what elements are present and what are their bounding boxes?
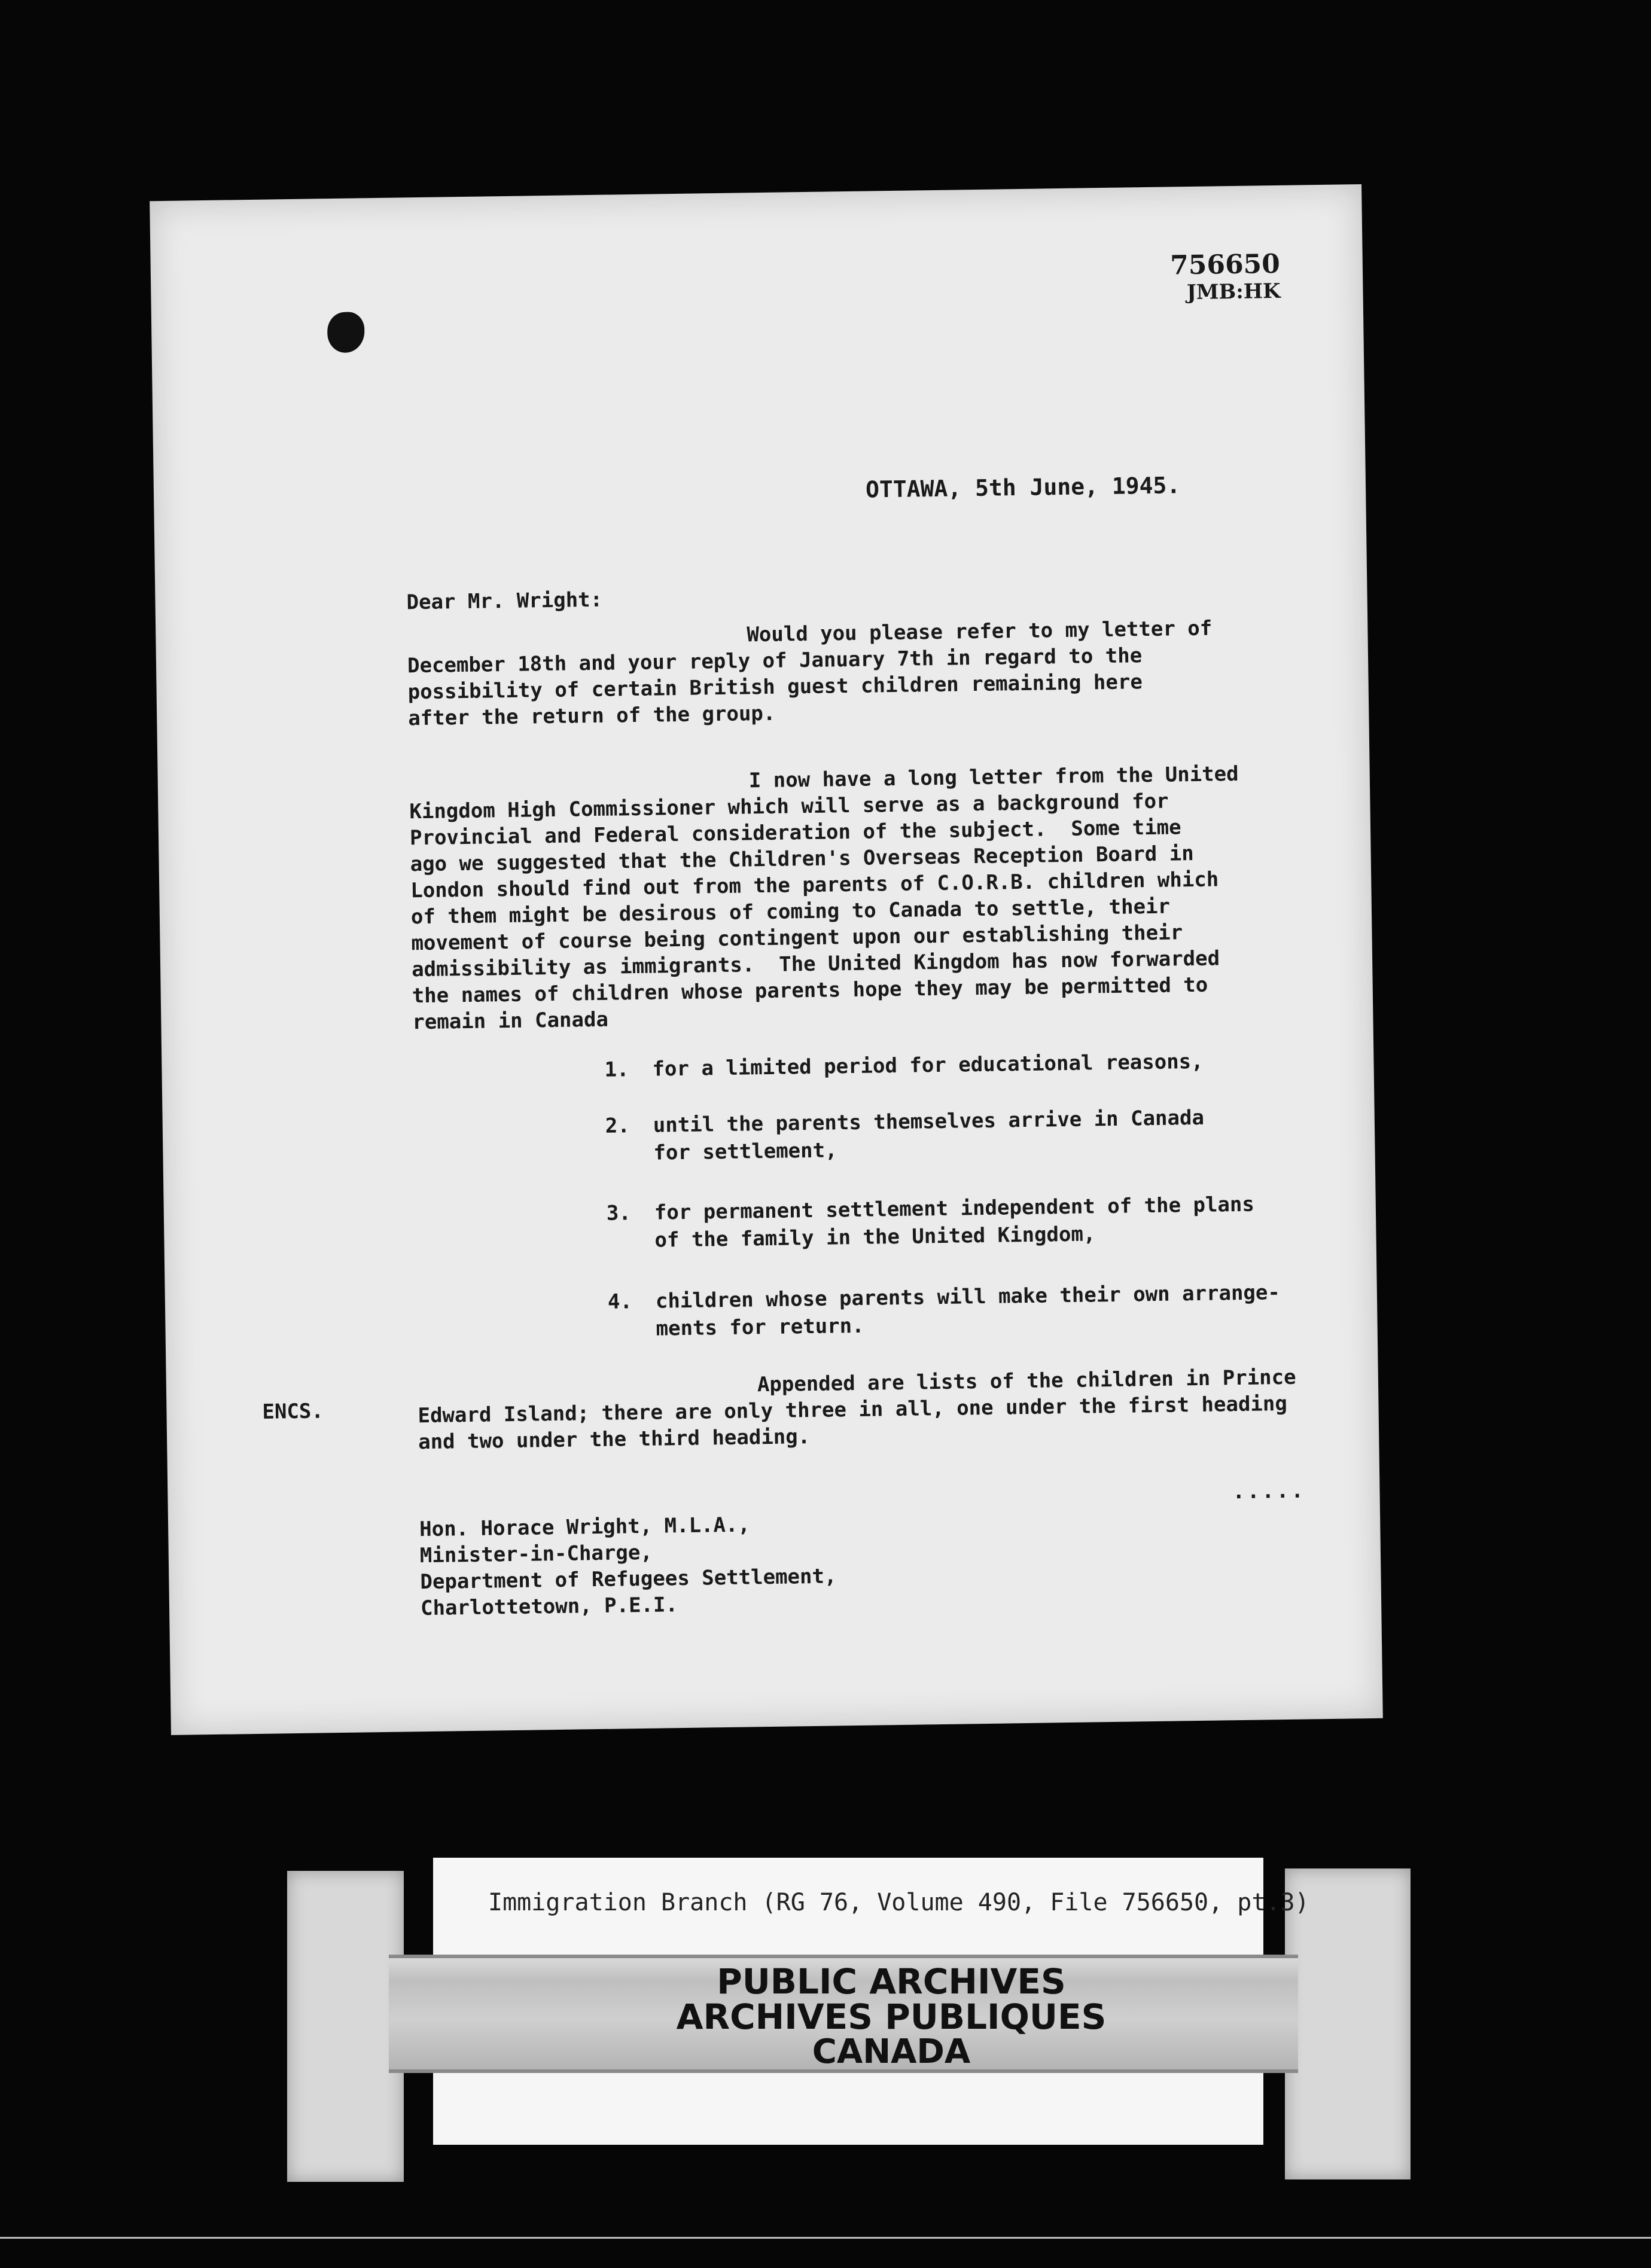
- typist-initials: JMB:HK: [1186, 279, 1281, 305]
- film-frame-left: [287, 1871, 404, 2182]
- list-item: of the family in the United Kingdom,: [654, 1222, 1096, 1252]
- end-marker: .....: [1232, 1479, 1306, 1504]
- list-item: ments for return.: [656, 1313, 864, 1341]
- punch-hole: [327, 312, 365, 353]
- addressee-line: Charlottetown, P.E.I.: [420, 1593, 678, 1621]
- paragraph-line: ago we suggested that the Children's Overseas Reception Board in: [410, 842, 1194, 877]
- paragraph-line: movement of course being contingent upon our establishing their: [411, 920, 1183, 956]
- list-item: for a limited period for educational reasons,: [652, 1049, 1204, 1081]
- paragraph-line: the names of children whose parents hope they may be permitted to: [412, 973, 1208, 1008]
- paragraph-line: possibility of certain British guest children remaining here: [407, 670, 1143, 705]
- list-number: 3.: [606, 1201, 632, 1226]
- addressee-line: Department of Refugees Settlement,: [420, 1564, 837, 1595]
- archive-stamp: [622, 1961, 1160, 2072]
- paragraph-line: I now have a long letter from the United: [748, 761, 1239, 793]
- list-item: children whose parents will make their own arrange-: [655, 1281, 1281, 1313]
- list-number: 1.: [604, 1057, 629, 1082]
- paragraph-line: London should find out from the parents of C.O.R.B. children which: [410, 867, 1219, 903]
- paragraph-line: remain in Canada: [412, 1007, 609, 1035]
- addressee-line: Hon. Horace Wright, M.L.A.,: [419, 1513, 751, 1542]
- enclosures-label: ENCS.: [262, 1399, 324, 1424]
- addressee-line: Minister-in-Charge,: [419, 1540, 653, 1568]
- paragraph-line: of them might be desirous of coming to Canada to settle, their: [410, 894, 1171, 929]
- film-edge-line: [0, 2237, 1651, 2239]
- paragraph-line: Kingdom High Commissioner which will serve as a background for: [409, 789, 1169, 824]
- paragraph-line: Provincial and Federal consideration of the subject. Some time: [409, 815, 1181, 850]
- letter-page: [150, 184, 1383, 1735]
- paragraph-3: [418, 1367, 1297, 1458]
- paragraph-2: [409, 761, 1242, 1038]
- paragraph-line: Would you please refer to my letter of: [747, 616, 1213, 647]
- list-item: for permanent settlement independent of the plans: [654, 1192, 1255, 1225]
- list-number: 2.: [605, 1114, 630, 1138]
- addressee-block: [419, 1513, 837, 1624]
- paragraph-line: Edward Island; there are only three in all, one under the first heading: [418, 1391, 1288, 1428]
- stamp-line: CANADA: [812, 2032, 971, 2072]
- stamp-line: PUBLIC ARCHIVES: [717, 1961, 1066, 2002]
- salutation: Dear Mr. Wright:: [406, 587, 603, 615]
- stamp-line: ARCHIVES PUBLIQUES: [676, 1996, 1107, 2038]
- list-item: for settlement,: [653, 1138, 837, 1165]
- list-item: until the parents themselves arrive in Canada: [653, 1105, 1205, 1138]
- list-number: 4.: [607, 1290, 633, 1314]
- paragraph-line: Appended are lists of the children in Prince: [757, 1365, 1296, 1397]
- paragraph-line: admissibility as immigrants. The United Kingdom has now forwarded: [411, 946, 1220, 982]
- paragraph-line: and two under the third heading.: [418, 1425, 811, 1455]
- archive-caption: Immigration Branch (RG 76, Volume 490, File 756650, pt.3): [488, 1889, 1309, 1916]
- file-number: 756650: [1169, 248, 1281, 281]
- paragraph-line: after the return of the group.: [408, 701, 776, 731]
- paragraph-line: December 18th and your reply of January 7th in regard to the: [407, 644, 1143, 678]
- paragraph-1: [407, 618, 1213, 735]
- date-line: OTTAWA, 5th June, 1945.: [865, 472, 1181, 503]
